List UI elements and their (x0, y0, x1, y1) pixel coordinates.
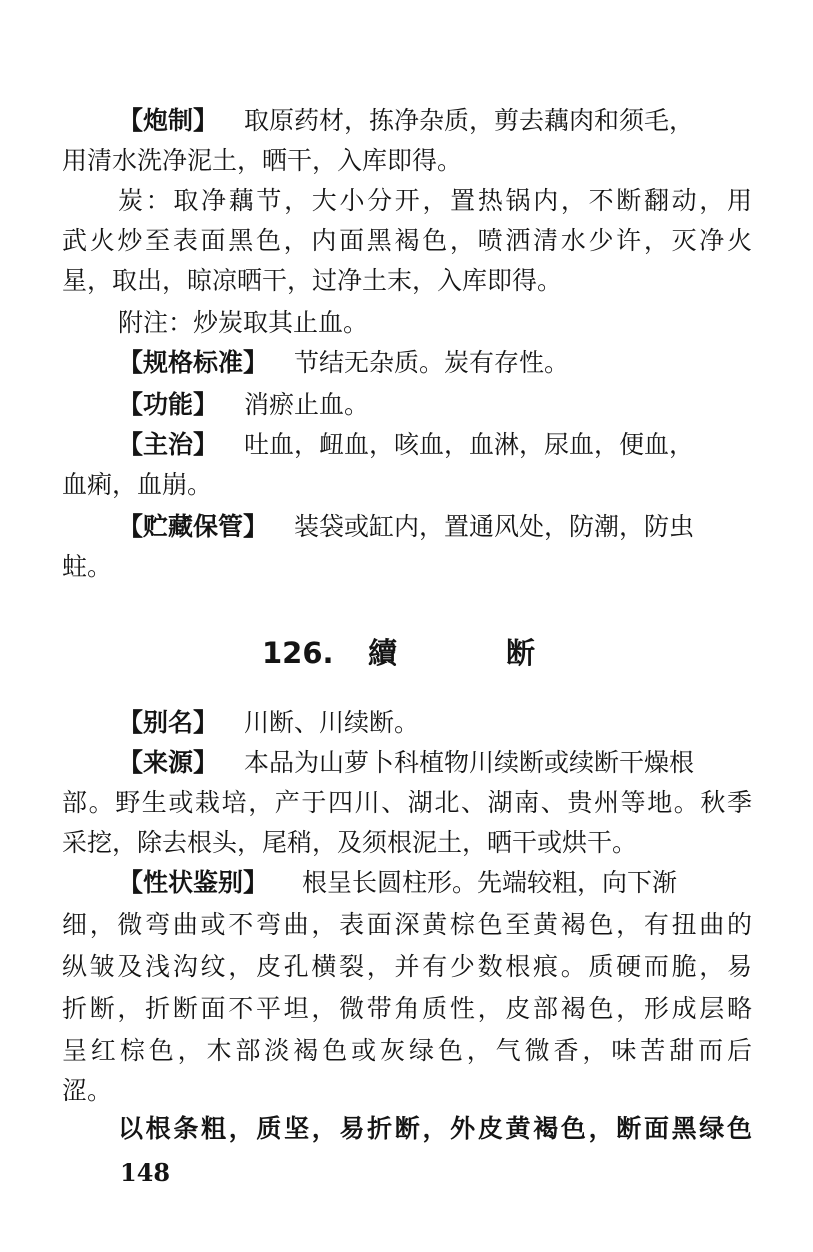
indication-text-1: 吐血，衄血，咳血，血淋，尿血，便血， (244, 430, 695, 459)
storage-line-1 (118, 510, 752, 544)
processing-line-1 (118, 104, 752, 138)
storage-text-1: 装袋或缸内，置通风处，防潮，防虫 (294, 512, 695, 541)
identification-line-4: 折断，折断面不平坦，微带角质性，皮部褐色，形成层略 (62, 994, 752, 1023)
alias-line (118, 706, 752, 740)
identification-line-2: 细，微弯曲或不弯曲，表面深黄棕色至黄褐色，有扭曲的 (62, 910, 752, 939)
quality-line: 以根条粗，质坚，易折断，外皮黄褐色，断面黑绿色 (118, 1114, 752, 1143)
source-line-3: 采挖，除去根头，尾稍，及须根泥土，晒干或烘干。 (62, 828, 638, 857)
indication-label: 【主治】 (118, 430, 219, 459)
entry-title (262, 630, 562, 676)
processing-text-1: 取原药材，拣净杂质，剪去藕肉和须毛， (244, 106, 695, 135)
function-label: 【功能】 (118, 390, 219, 419)
source-line-1 (118, 746, 752, 780)
function-line (118, 388, 752, 422)
spec-label: 【规格标准】 (118, 348, 269, 377)
entry-title-char-2: 断 (506, 636, 536, 670)
page-number: 148 (120, 1158, 171, 1187)
source-line-2: 部。野生或栽培，产于四川、湖北、湖南、贵州等地。秋季 (62, 788, 752, 817)
identification-line-5: 呈红棕色，木部淡褐色或灰绿色，气微香，味苦甜而后 (62, 1036, 752, 1065)
function-text: 消瘀止血。 (244, 390, 370, 419)
storage-label: 【贮藏保管】 (118, 512, 269, 541)
identification-line-3: 纵皱及浅沟纹，皮孔横裂，并有少数根痕。质硬而脆，易 (62, 952, 752, 981)
indication-line-2: 血痢，血崩。 (62, 470, 213, 499)
identification-label: 【性状鉴别】 (118, 868, 269, 897)
source-label: 【来源】 (118, 748, 219, 777)
spec-text: 节结无杂质。炭有存性。 (294, 348, 570, 377)
processing-label: 【炮制】 (118, 106, 219, 135)
identification-text-1: 根呈长圆柱形。先端较粗，向下渐 (302, 868, 678, 897)
charcoal-line-3: 星，取出，晾凉晒干，过净土末，入库即得。 (62, 266, 563, 295)
spec-line (118, 346, 752, 380)
identification-line-1 (118, 866, 752, 900)
processing-note: 附注：炒炭取其止血。 (118, 308, 369, 337)
charcoal-line-1: 炭：取净藕节，大小分开，置热锅内，不断翻动，用 (118, 186, 752, 215)
alias-text: 川断、川续断。 (244, 708, 420, 737)
identification-line-6: 涩。 (62, 1076, 113, 1105)
processing-line-2: 用清水洗净泥土，晒干，入库即得。 (62, 146, 463, 175)
alias-label: 【别名】 (118, 708, 219, 737)
source-text-1: 本品为山萝卜科植物川续断或续断干燥根 (244, 748, 695, 777)
storage-line-2: 蛀。 (62, 552, 113, 581)
entry-number: 126. (262, 636, 334, 670)
charcoal-line-2: 武火炒至表面黑色，内面黑褐色，喷洒清水少许，灭净火 (62, 226, 752, 255)
entry-title-char-1: 續 (368, 636, 398, 670)
indication-line-1 (118, 428, 752, 462)
